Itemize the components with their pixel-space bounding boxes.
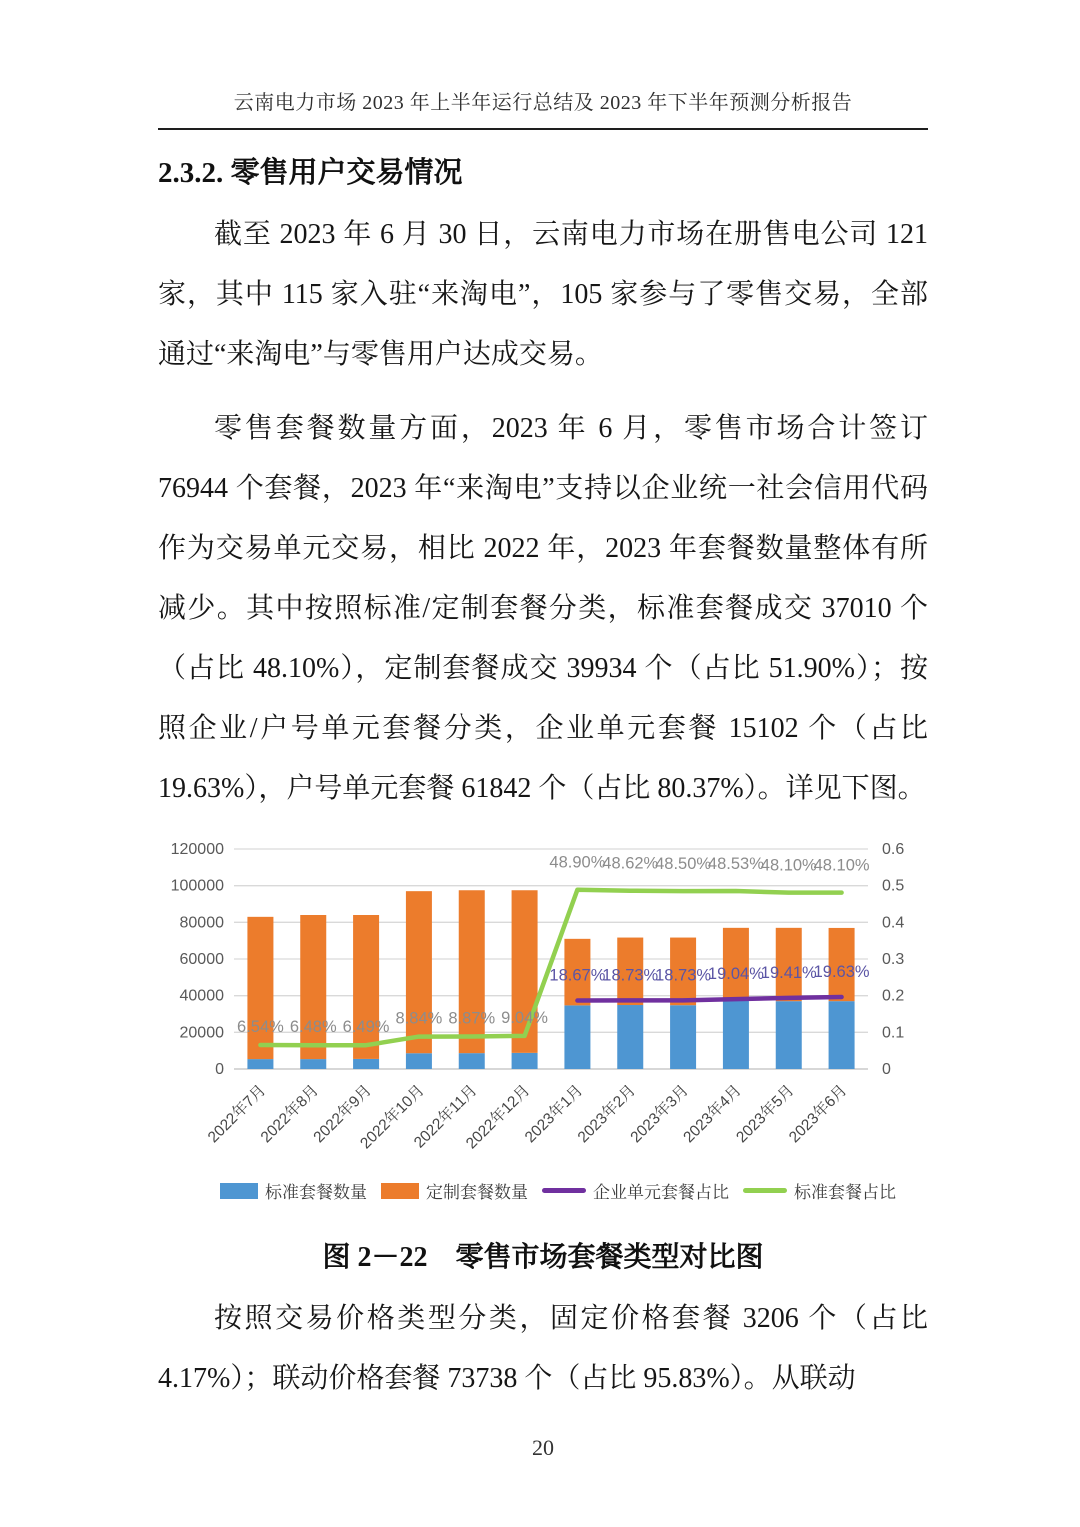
y-left-tick-label: 20000	[179, 1024, 224, 1042]
data-label-standard-ratio: 48.50%	[655, 855, 712, 874]
bar-standard-count	[776, 1001, 802, 1069]
x-tick-label: 2022年12月	[462, 1081, 534, 1153]
x-tick-label: 2022年11月	[410, 1081, 481, 1152]
bar-standard-count	[353, 1059, 379, 1069]
x-tick-label: 2023年5月	[733, 1081, 798, 1147]
y-left-tick-label: 40000	[179, 987, 224, 1005]
x-tick-label: 2022年7月	[204, 1081, 270, 1147]
legend-label-enterprise-ratio: 企业单元套餐占比	[593, 1183, 729, 1202]
legend-item-standard-ratio	[743, 1178, 896, 1203]
data-label-standard-ratio: 9.04%	[501, 1008, 548, 1027]
bar-custom-count	[512, 890, 538, 1053]
y-left-tick-label: 120000	[170, 841, 224, 858]
x-tick-label: 2022年10月	[357, 1081, 428, 1153]
y-left-tick-label: 60000	[179, 951, 224, 968]
bar-custom-count	[247, 917, 273, 1059]
data-label-enterprise-ratio: 18.67%	[549, 966, 606, 985]
data-label-standard-ratio: 48.10%	[813, 856, 870, 875]
y-left-tick-label: 80000	[179, 914, 224, 932]
bar-standard-count	[406, 1053, 432, 1069]
legend-item-standard-count	[220, 1178, 367, 1203]
data-label-enterprise-ratio: 19.04%	[707, 965, 764, 984]
section-heading: 2.3.2. 零售用户交易情况	[158, 157, 463, 189]
legend-item-enterprise-ratio	[542, 1178, 729, 1203]
bar-standard-count	[723, 1000, 749, 1069]
bar-standard-count	[512, 1053, 538, 1069]
x-tick-label: 2023年3月	[627, 1081, 692, 1147]
x-tick-label: 2022年8月	[257, 1081, 323, 1147]
legend-swatch-standard-ratio	[743, 1188, 787, 1193]
bar-custom-count	[353, 915, 379, 1059]
y-left-tick-label: 100000	[170, 877, 224, 895]
bar-custom-count	[406, 891, 432, 1053]
data-label-standard-ratio: 6.48%	[289, 1018, 337, 1037]
header-divider	[158, 128, 928, 130]
legend-item-custom-count	[381, 1178, 528, 1203]
x-tick-label: 2023年6月	[785, 1081, 851, 1147]
data-label-enterprise-ratio: 18.73%	[655, 966, 712, 985]
y-right-tick-label: 0	[882, 1061, 891, 1078]
data-label-standard-ratio: 6.54%	[237, 1018, 284, 1037]
legend-swatch-standard-count	[220, 1183, 258, 1199]
data-label-enterprise-ratio: 19.63%	[813, 963, 870, 982]
line-enterprise-ratio	[577, 997, 841, 1001]
data-label-standard-ratio: 8.87%	[448, 1009, 496, 1028]
bar-custom-count	[723, 928, 749, 1001]
x-tick-label: 2023年1月	[521, 1081, 587, 1147]
legend-swatch-custom-count	[381, 1183, 419, 1199]
data-label-standard-ratio: 48.90%	[549, 853, 606, 872]
legend-label-standard-ratio: 标准套餐占比	[794, 1183, 896, 1202]
paragraph-3: 按照交易价格类型分类，固定价格套餐 3206 个（占比 4.17%）；联动价格套餐 73738 个（占比 95.83%）。从联动	[158, 1303, 928, 1394]
bar-standard-count	[829, 1001, 855, 1069]
data-label-standard-ratio: 8.84%	[395, 1009, 443, 1028]
bar-standard-count	[670, 1005, 696, 1069]
figure-caption: 图 2－22 零售市场套餐类型对比图	[322, 1242, 764, 1273]
chart-legend	[162, 1178, 954, 1203]
data-label-standard-ratio: 48.53%	[707, 855, 764, 874]
document-header-title: 云南电力市场 2023 年上半年运行总结及 2023 年下半年预测分析报告	[233, 92, 853, 114]
y-right-tick-label: 0.4	[882, 914, 905, 932]
data-label-standard-ratio: 48.62%	[602, 854, 659, 873]
bar-standard-count	[564, 1005, 590, 1069]
y-right-tick-label: 0.3	[882, 951, 905, 968]
bar-standard-count	[300, 1059, 326, 1069]
legend-label-custom-count: 定制套餐数量	[426, 1183, 528, 1202]
data-label-standard-ratio: 48.10%	[760, 856, 817, 875]
x-tick-label: 2023年2月	[574, 1081, 640, 1147]
page-number: 20	[532, 1435, 554, 1460]
y-right-tick-label: 0.5	[882, 877, 905, 895]
y-right-tick-label: 0.6	[882, 841, 905, 858]
bar-custom-count	[300, 915, 326, 1059]
bar-standard-count	[247, 1059, 273, 1069]
paragraph-1: 截至 2023 年 6 月 30 日，云南电力市场在册售电公司 121 家，其中 115 家入驻“来淘电”，105 家参与了零售交易，全部通过“来淘电”与零售用户达成交易。	[158, 219, 928, 370]
y-right-tick-label: 0.1	[882, 1024, 905, 1042]
figure-chart	[162, 833, 954, 1203]
legend-swatch-enterprise-ratio	[542, 1188, 586, 1193]
bar-custom-count	[459, 890, 485, 1053]
x-tick-label: 2022年9月	[310, 1081, 375, 1147]
y-left-tick-label: 0	[215, 1061, 224, 1078]
y-right-tick-label: 0.2	[882, 987, 905, 1005]
legend-label-standard-count: 标准套餐数量	[265, 1183, 367, 1202]
paragraph-2: 零售套餐数量方面，2023 年 6 月，零售市场合计签订 76944 个套餐，2023 年“来淘电”支持以企业统一社会信用代码作为交易单元交易，相比 2022 年，2023 年套餐数量整体有所减少。其中按照标准/定制套餐分类，标准套餐成交 37010 个（占比 48.10%），定制套餐成交 39934 个（占比 51.90%）；按照企业/户号单元套餐分类，企业单元套餐 15102 个（占比 19.63%），户号单元套餐 61842 个（占比 80.37%）。详见下图。	[158, 413, 928, 804]
x-tick-label: 2023年4月	[680, 1081, 745, 1147]
combo-chart	[162, 833, 954, 1171]
data-label-enterprise-ratio: 19.41%	[760, 963, 817, 982]
data-label-standard-ratio: 6.49%	[342, 1018, 390, 1037]
bar-standard-count	[459, 1053, 485, 1069]
data-label-enterprise-ratio: 18.73%	[602, 966, 659, 985]
bar-standard-count	[617, 1005, 643, 1069]
